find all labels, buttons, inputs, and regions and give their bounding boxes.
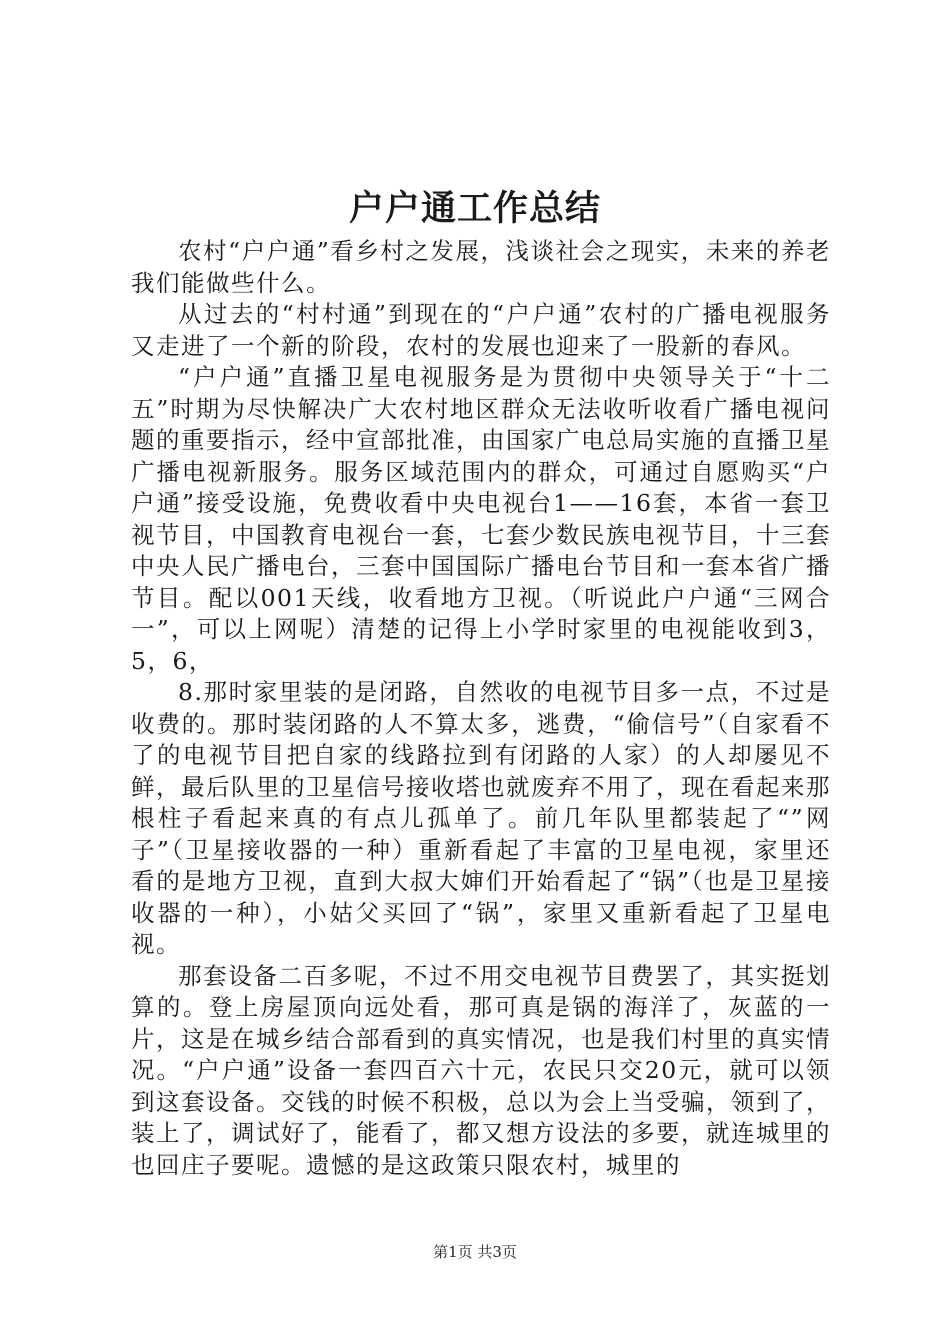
paragraph: 农村“户户通”看乡村之发展，浅谈社会之现实，未来的养老我们能做些什么。 [131,237,831,297]
paragraph: 那套设备二百多呢，不过不用交电视节目费罢了，其实挺划算的。登上房屋顶向远处看，那可真是锅的海洋了，灰蓝的一片，这是在城乡结合部看到的真实情况，也是我们村里的真实情况。“户户通”设备一套四百六十元，农民只交20元，就可以领到这套设备。交钱的时候不积极，总以为会上当受骗，领到了，装上了，调试好了，能看了，都又想方设法的多要，就连城里的也回庄子要呢。遗憾的是这政策只限农村，城里的 [131,961,831,1179]
document-title: 户户通工作总结 [348,188,601,229]
paragraph: “户户通”直播卫星电视服务是为贯彻中央领导关于“十二五”时期为尽快解决广大农村地区群众无法收听收看广播电视问题的重要指示，经中宣部批准，由国家广电总局实施的直播卫星广播电视新服务。服务区域范围内的群众，可通过自愿购买“户户通”接受设施，免费收看中央电视台1——16套，本省一套卫视节目，中国教育电视台一套，七套少数民族电视节目，十三套中央人民广播电台，三套中国国际广播电台节目和一套本省广播节目。配以001天线，收看地方卫视。（听说此户户通“三网合一”，可以上网呢）清楚的记得上小学时家里的电视能收到3，5，6， [131,363,831,675]
page-number-footer: 第1页 共3页 [433,1243,517,1261]
document-body [131,236,831,1181]
paragraph: 从过去的“村村通”到现在的“户户通”农村的广播电视服务又走进了一个新的阶段，农村的发展也迎来了一股新的春风。 [131,300,831,360]
paragraph: 8.那时家里装的是闭路，自然收的电视节目多一点，不过是收费的。那时装闭路的人不算太多，逃费，“偷信号”（自家看不了的电视节目把自家的线路拉到有闭路的人家）的人却屡见不鲜，最后队里的卫星信号接收塔也就废弃不用了，现在看起来那根柱子看起来真的有点儿孤单了。前几年队里都装起了“”网子”（卫星接收器的一种）重新看起了丰富的卫星电视，家里还看的是地方卫视，直到大叔大婶们开始看起了“锅”（也是卫星接收器的一种），小姑父买回了“锅”，家里又重新看起了卫星电视。 [131,678,831,958]
